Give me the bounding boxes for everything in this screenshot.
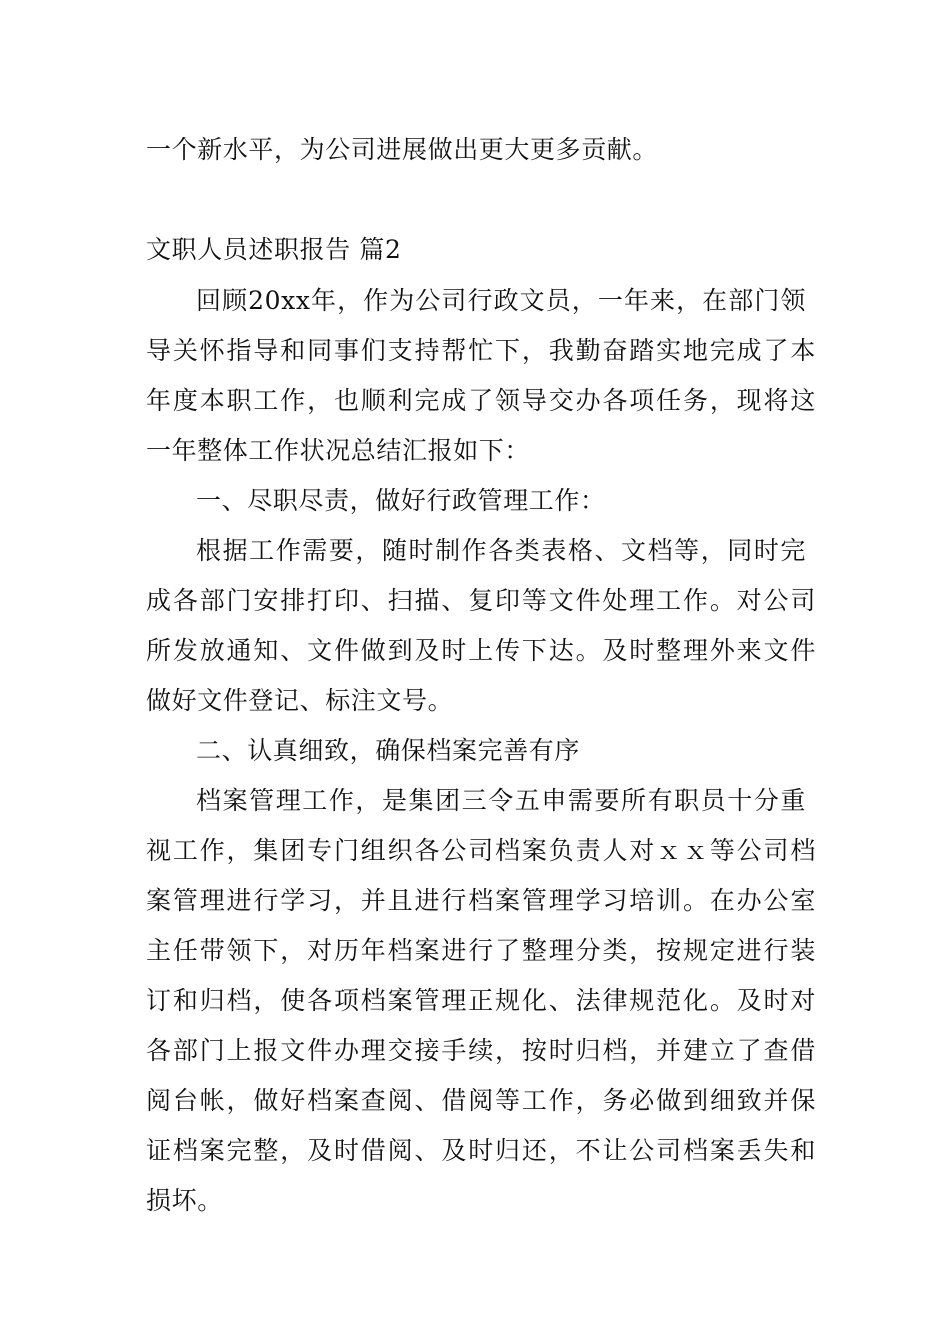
paragraph-line: 所发放通知、文件做到及时上传下达。及时整理外来文件 bbox=[146, 636, 816, 665]
paragraph-line: 损坏。 bbox=[146, 1186, 223, 1215]
subheading-1: 一、尽职尽责，做好行政管理工作： bbox=[196, 486, 606, 515]
paragraph-line: 案管理进行学习，并且进行档案管理学习培训。在办公室 bbox=[146, 886, 816, 915]
subheading-2: 二、认真细致，确保档案完善有序 bbox=[196, 736, 581, 765]
section-heading: 文职人员述职报告 篇2 bbox=[146, 235, 402, 264]
paragraph-line: 订和归档，使各项档案管理正规化、法律规范化。及时对 bbox=[146, 986, 816, 1015]
paragraph-line: 证档案完整，及时借阅、及时归还，不让公司档案丢失和 bbox=[146, 1136, 816, 1165]
paragraph-line: 一年整体工作状况总结汇报如下： bbox=[146, 436, 531, 465]
paragraph-line: 年度本职工作，也顺利完成了领导交办各项任务，现将这 bbox=[146, 386, 816, 415]
paragraph-line: 回顾20xx年，作为公司行政文员，一年来，在部门领 bbox=[196, 286, 806, 315]
paragraph-line: 阅台帐，做好档案查阅、借阅等工作，务必做到细致并保 bbox=[146, 1086, 816, 1115]
closing-line: 一个新水平，为公司进展做出更大更多贡献。 bbox=[146, 135, 659, 164]
paragraph-line: 各部门上报文件办理交接手续，按时归档，并建立了查借 bbox=[146, 1036, 816, 1065]
paragraph-line: 档案管理工作，是集团三令五申需要所有职员十分重 bbox=[196, 786, 806, 815]
paragraph-line: 做好文件登记、标注文号。 bbox=[146, 686, 454, 715]
paragraph-line: 成各部门安排打印、扫描、复印等文件处理工作。对公司 bbox=[146, 586, 816, 615]
paragraph-line: 视工作，集团专门组织各公司档案负责人对ｘｘ等公司档 bbox=[146, 836, 816, 865]
paragraph-line: 根据工作需要，随时制作各类表格、文档等，同时完 bbox=[196, 536, 806, 565]
paragraph-line: 主任带领下，对历年档案进行了整理分类，按规定进行装 bbox=[146, 936, 816, 965]
paragraph-line: 导关怀指导和同事们支持帮忙下，我勤奋踏实地完成了本 bbox=[146, 336, 816, 365]
